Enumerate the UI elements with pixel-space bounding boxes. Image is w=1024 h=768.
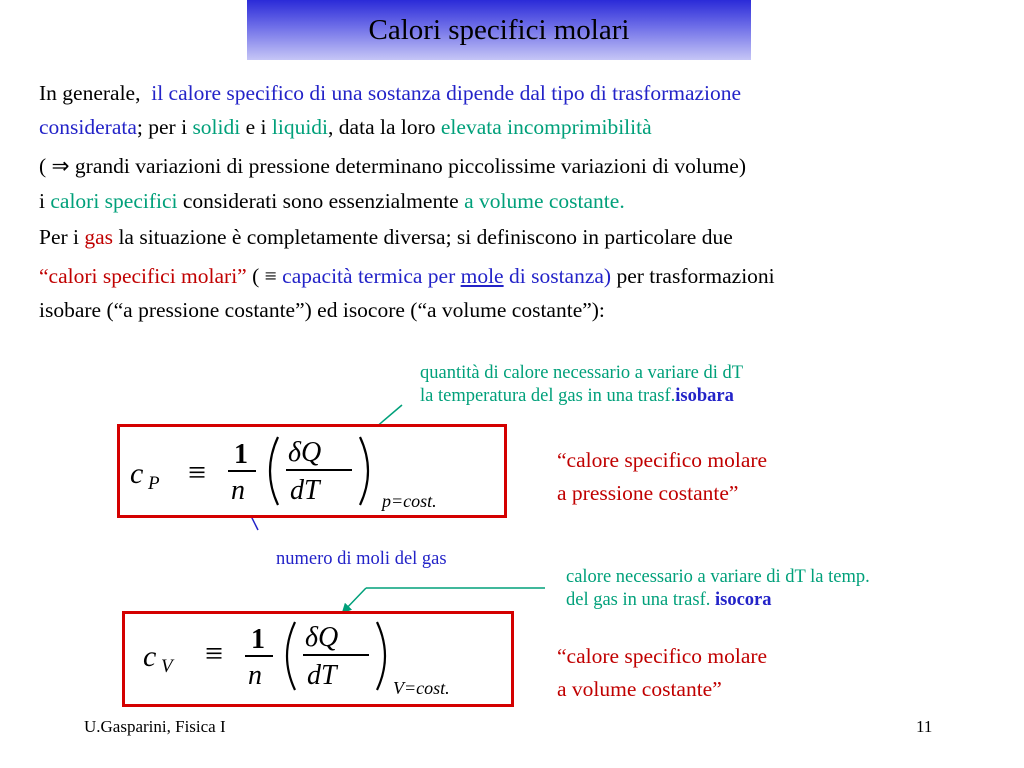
cv-subscript: V: [161, 656, 173, 677]
intro-text: ( ⇒ grandi variazioni di pressione determinano piccolissime variazioni di volume): [39, 154, 747, 178]
intro-text: e i: [240, 115, 272, 139]
equiv-sign: ≡: [188, 454, 207, 490]
intro-text: Per i: [39, 225, 85, 249]
cv-label-line: “calore specifico molare: [557, 644, 768, 668]
liquidi-term: liquidi: [271, 115, 329, 139]
n-denominator: n: [248, 660, 262, 691]
intro-text: ( ≡: [246, 264, 283, 288]
intro-text: In generale,: [39, 81, 141, 105]
incompressibility-term: elevata incomprimibilità: [440, 115, 652, 139]
dt-denominator: dT: [290, 475, 320, 506]
footer-author: U.Gasparini, Fisica I: [84, 717, 226, 736]
intro-text: , data la loro: [328, 115, 441, 139]
gas-term: gas: [84, 225, 114, 249]
cv-label: [557, 640, 767, 706]
intro-text: i: [39, 189, 51, 213]
cp-formula-box: [117, 424, 507, 518]
cp-label-line: a pressione costante”: [557, 481, 739, 505]
constant-volume-condition: V=cost.: [393, 678, 450, 698]
cp-formula: [120, 427, 504, 515]
intro-text: ; per i: [136, 115, 193, 139]
moles-annotation-text: numero di moli del gas: [276, 549, 447, 569]
isochor-annotation-line: del gas in una trasf. isocora: [566, 590, 772, 610]
cv-label-line: a volume costante”: [557, 677, 722, 701]
left-paren: [287, 622, 295, 690]
cp-label-line: “calore specifico molare: [557, 448, 768, 472]
mole-term: mole: [460, 264, 504, 288]
one-numerator: 1: [234, 439, 248, 470]
isobar-annotation-line: quantità di calore necessario a variare di dT: [420, 363, 744, 383]
moles-annotation: [276, 548, 447, 571]
molar-heat-term: “calori specifici molari”: [39, 264, 247, 288]
isochor-annotation: [566, 566, 870, 612]
equiv-sign: ≡: [205, 635, 224, 671]
isochor-arrow: [343, 588, 366, 612]
isobara-term: isobara: [675, 386, 734, 406]
cp-label: [557, 444, 767, 510]
heat-capacity-term: di sostanza): [503, 264, 612, 288]
intro-text: per trasformazioni: [611, 264, 775, 288]
intro-text: la situazione è completamente diversa; si definiscono in particolare due: [113, 225, 733, 249]
isochor-annotation-line: calore necessario a variare di dT la temp.: [566, 567, 870, 587]
page-number: 11: [916, 717, 933, 736]
heat-capacity-term: capacità termica per: [282, 264, 461, 288]
intro-text: isobare (“a pressione costante”) ed isocore (“a volume costante”):: [39, 298, 605, 322]
one-numerator: 1: [251, 624, 265, 655]
volume-costante-term: a volume costante.: [464, 189, 625, 213]
intro-highlight: considerata: [39, 115, 137, 139]
isobar-annotation-line: la temperatura del gas in una trasf.isobara: [420, 386, 734, 406]
constant-pressure-condition: p=cost.: [382, 491, 437, 511]
dt-denominator: dT: [307, 660, 337, 691]
intro-text: considerati sono essenzialmente: [177, 189, 465, 213]
cp-subscript: P: [148, 473, 160, 494]
cp-symbol: c: [130, 457, 144, 490]
cv-formula: [125, 614, 511, 704]
dq-numerator: δQ: [305, 622, 339, 653]
slide-title: Calori specifici molari: [368, 13, 630, 46]
calori-specifici-term: calori specifici: [50, 189, 178, 213]
right-paren: [377, 622, 385, 690]
intro-highlight: il calore specifico di una sostanza dipende dal tipo di trasformazione: [151, 81, 742, 105]
cv-symbol: c: [143, 640, 157, 673]
dq-numerator: δQ: [288, 437, 322, 468]
solidi-term: solidi: [192, 115, 241, 139]
cv-formula-box: [122, 611, 514, 707]
left-paren: [270, 437, 278, 505]
isocora-term: isocora: [715, 590, 772, 610]
n-denominator: n: [231, 475, 245, 506]
right-paren: [360, 437, 368, 505]
